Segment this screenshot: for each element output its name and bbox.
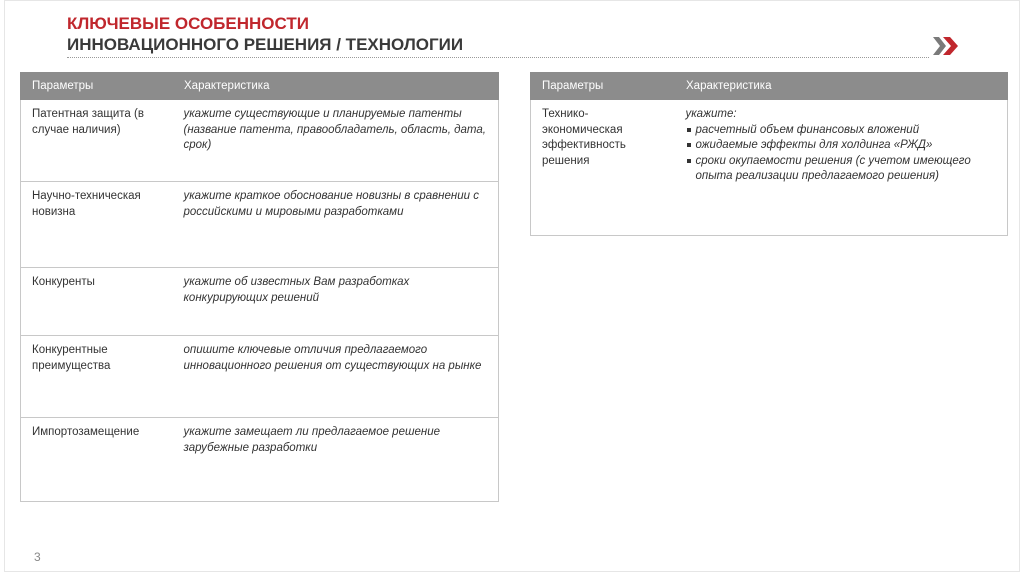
param-cell: Конкурентные преимущества <box>21 336 173 418</box>
param-cell: Конкуренты <box>21 268 173 336</box>
page-number: 3 <box>34 550 41 564</box>
parameters-table-right <box>530 72 1008 236</box>
desc-cell: укажите об известных Вам разработках конкурирующих решений <box>173 268 499 336</box>
table-row <box>531 100 1008 236</box>
list-item: ожидаемые эффекты для холдинга «РЖД» <box>686 138 997 154</box>
parameters-table-left <box>20 72 499 502</box>
header-parameters: Параметры <box>21 73 173 100</box>
param-cell: Технико-экономическая эффективность решения <box>531 100 675 236</box>
table-row <box>21 182 499 268</box>
page-title <box>67 13 463 55</box>
table-header-row <box>21 73 499 100</box>
table-row <box>21 336 499 418</box>
table-header-row <box>531 73 1008 100</box>
desc-cell <box>675 100 1008 236</box>
title-line-2: ИННОВАЦИОННОГО РЕШЕНИЯ / ТЕХНОЛОГИИ <box>67 35 464 54</box>
header-parameters: Параметры <box>531 73 675 100</box>
list-item: расчетный объем финансовых вложений <box>686 123 997 139</box>
list-item: сроки окупаемости решения (с учетом имеющего опыта реализации предлагаемого решения) <box>686 154 997 185</box>
title-divider <box>67 57 929 58</box>
header-characteristic: Характеристика <box>173 73 499 100</box>
header-characteristic: Характеристика <box>675 73 1008 100</box>
table-row <box>21 268 499 336</box>
param-cell: Патентная защита (в случае наличия) <box>21 100 173 182</box>
desc-cell: укажите существующие и планируемые патенты (название патента, правообладатель, область, дата, срок) <box>173 100 499 182</box>
table-row <box>21 100 499 182</box>
bullet-list <box>686 123 997 185</box>
desc-cell: укажите замещает ли предлагаемое решение зарубежные разработки <box>173 418 499 502</box>
double-chevron-logo-icon <box>933 35 959 57</box>
title-line-1: КЛЮЧЕВЫЕ ОСОБЕННОСТИ <box>67 14 309 33</box>
param-cell: Научно-техническая новизна <box>21 182 173 268</box>
desc-cell: опишите ключевые отличия предлагаемого инновационного решения от существующих на рынке <box>173 336 499 418</box>
desc-intro: укажите: <box>685 108 737 120</box>
param-cell: Импортозамещение <box>21 418 173 502</box>
desc-cell: укажите краткое обоснование новизны в сравнении с российскими и мировыми разработками <box>173 182 499 268</box>
table-row <box>21 418 499 502</box>
